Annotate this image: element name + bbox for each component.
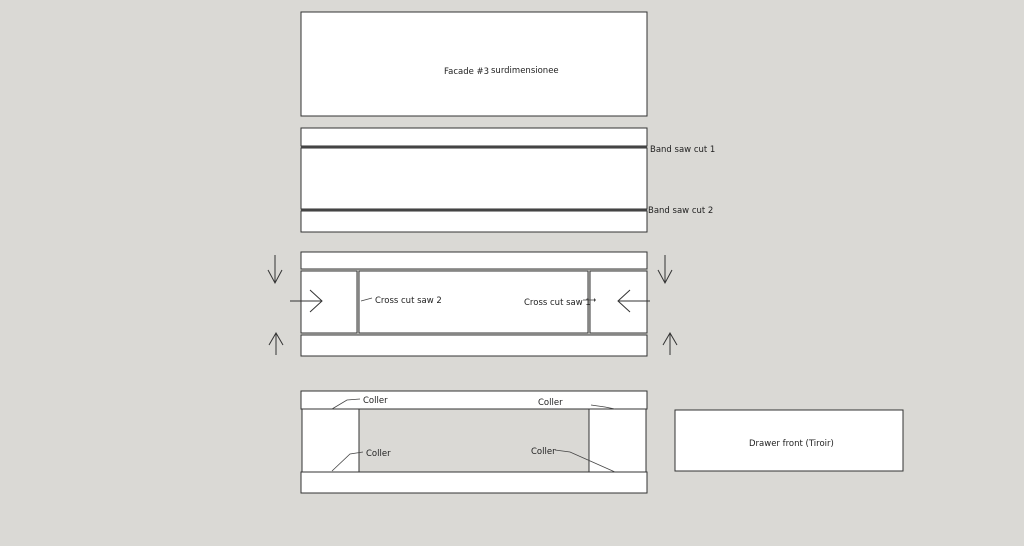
facade-subtitle: surdimensionee <box>491 66 559 76</box>
bandsaw-strip-bottom <box>301 211 647 232</box>
facade-panel <box>301 12 647 116</box>
crosscut-left-piece <box>301 271 357 333</box>
glue-left-piece <box>302 409 359 472</box>
drawer-front-label: Drawer front (Tiroir) <box>749 439 834 449</box>
bandsaw-cut2-label: Band saw cut 2 <box>648 206 714 216</box>
facade-board <box>301 12 647 116</box>
glue-strip-bottom <box>301 472 647 493</box>
glue-strip-top <box>301 391 647 409</box>
arrow-up-left-icon <box>269 333 283 355</box>
bandsaw-strip-top <box>301 128 647 146</box>
crosscut-strip-top <box>301 252 647 269</box>
crosscut-panel <box>268 252 677 356</box>
glue-label-top-right: Coller <box>538 398 563 408</box>
crosscut-cut2-label: Cross cut saw 2 <box>375 296 442 306</box>
glue-label-bottom-left: Coller <box>366 449 391 459</box>
glue-label-bottom-right: Coller <box>531 447 556 457</box>
drawer-front <box>675 410 903 471</box>
arrow-up-right-icon <box>663 333 677 355</box>
glue-label-top-left: Coller <box>363 396 388 406</box>
glue-right-piece <box>589 409 646 472</box>
glue-leader-lines <box>332 399 615 472</box>
bandsaw-panel <box>301 128 715 232</box>
bandsaw-cut1-label: Band saw cut 1 <box>650 145 716 155</box>
arrow-down-left-icon <box>268 255 282 283</box>
crosscut-cut1-label: Cross cut saw 1 <box>524 298 591 308</box>
crosscut-strip-bottom <box>301 335 647 356</box>
arrow-down-right-icon <box>658 255 672 283</box>
glue-panel <box>301 391 647 493</box>
facade-title: Facade #3 <box>444 67 490 77</box>
bandsaw-core <box>301 148 647 209</box>
